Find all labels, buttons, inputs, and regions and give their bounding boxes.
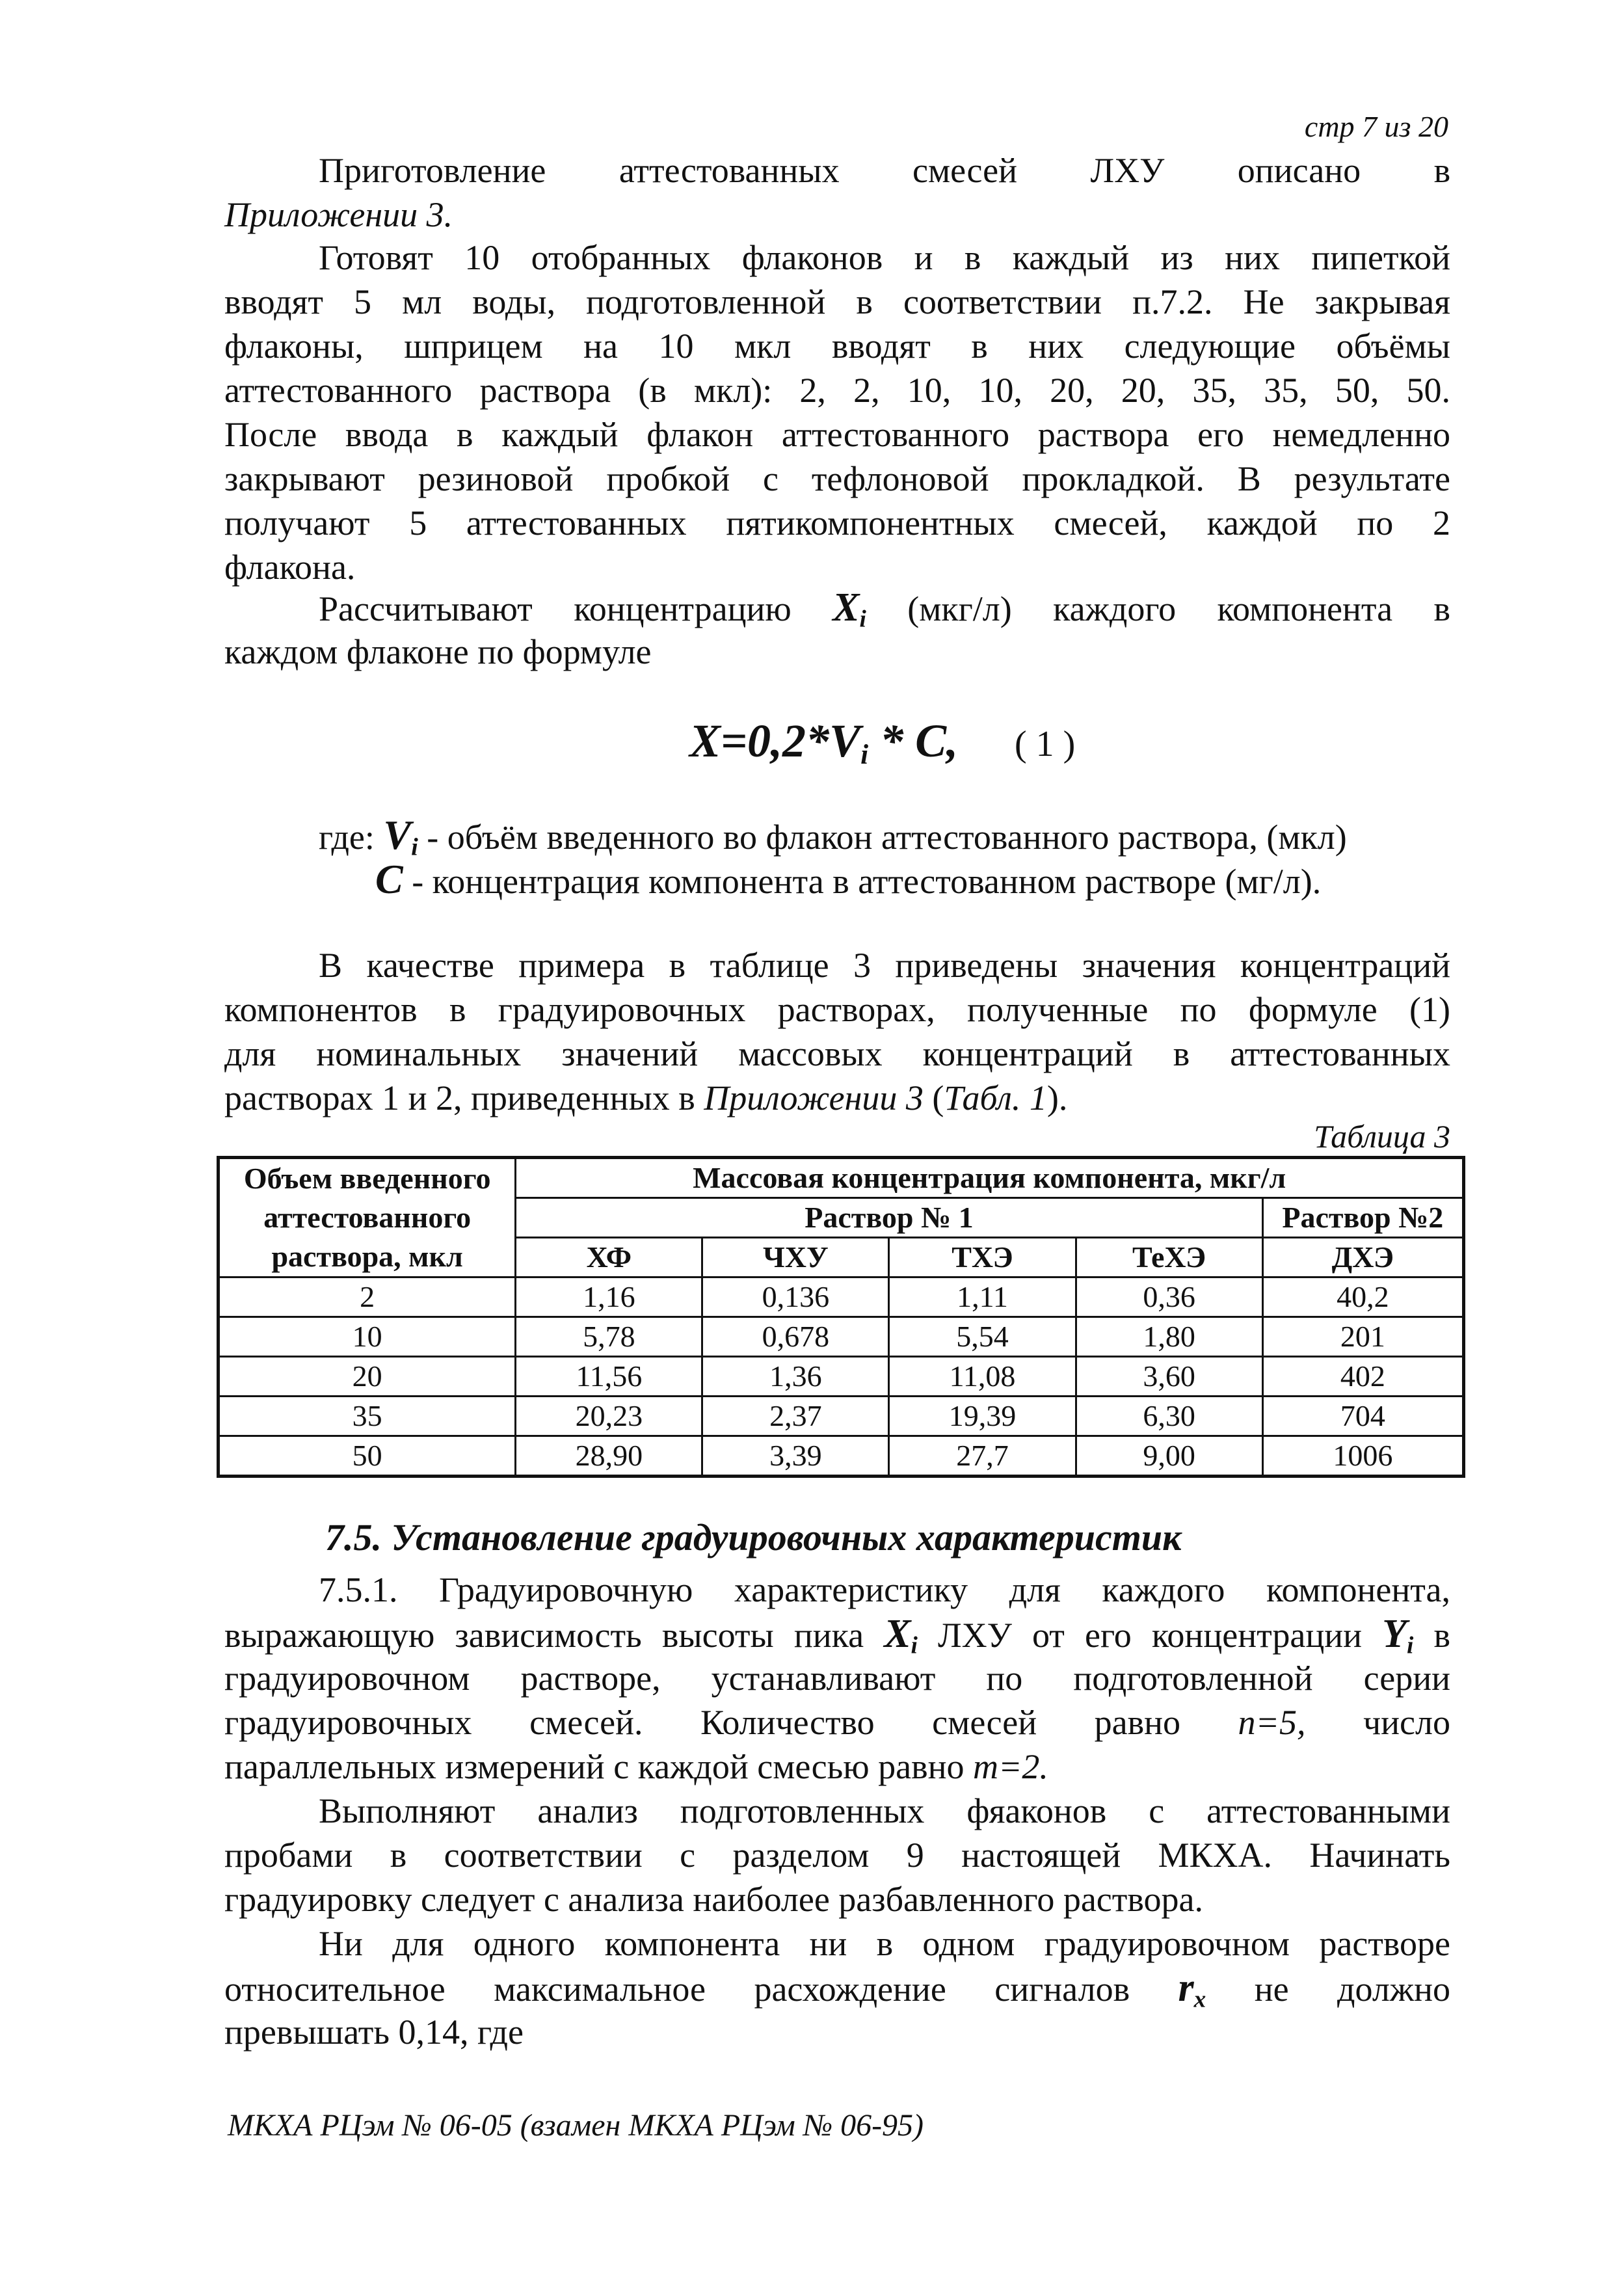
table-cell: 1,16 bbox=[516, 1277, 702, 1317]
table3-component-header: ТеХЭ bbox=[1076, 1238, 1262, 1277]
table3-caption: Таблица 3 bbox=[1314, 1118, 1450, 1155]
table-cell: 35 bbox=[219, 1397, 516, 1436]
table-cell: 5,78 bbox=[516, 1317, 702, 1357]
table3 bbox=[217, 1156, 1465, 1478]
table-cell: 0,136 bbox=[702, 1277, 889, 1317]
table-cell: 40,2 bbox=[1262, 1277, 1463, 1317]
table-row bbox=[219, 1436, 1464, 1477]
section-p1-line4: градуировочных смесей. Количество смесей равно n=5, число bbox=[224, 1703, 1450, 1742]
table-cell: 50 bbox=[219, 1436, 516, 1477]
section-p3-line1: Ни для одного компонента ни в одном градуировочном растворе bbox=[319, 1924, 1450, 1963]
para2-line6: закрывают резиновой пробкой с тефлоновой прокладкой. В результате bbox=[224, 459, 1450, 498]
section-p1-line5: параллельных измерений с каждой смесью равно m=2. bbox=[224, 1747, 1048, 1786]
table-cell: 10 bbox=[219, 1317, 516, 1357]
table3-solution1-header: Раствор № 1 bbox=[516, 1198, 1262, 1238]
table-cell: 2,37 bbox=[702, 1397, 889, 1436]
table-cell: 27,7 bbox=[889, 1436, 1076, 1477]
para2-line2: вводят 5 мл воды, подготовленной в соответствии п.7.2. Не закрывая bbox=[224, 282, 1450, 321]
section-p2-line2: пробами в соответствии с разделом 9 настоящей МКХА. Начинать bbox=[224, 1836, 1450, 1875]
para2-line3: флаконы, шприцем на 10 мкл вводят в них следующие объёмы bbox=[224, 327, 1450, 366]
para2-line5: После ввода в каждый флакон аттестованного раствора его немедленно bbox=[224, 415, 1450, 454]
table-cell: 0,36 bbox=[1076, 1277, 1262, 1317]
para2-line4: аттестованного раствора (в мкл): 2, 2, 10, 10, 20, 20, 35, 35, 50, 50. bbox=[224, 371, 1450, 410]
table-cell: 19,39 bbox=[889, 1397, 1076, 1436]
table3-component-header: ДХЭ bbox=[1262, 1238, 1463, 1277]
table-cell: 1,36 bbox=[702, 1357, 889, 1397]
table-cell: 201 bbox=[1262, 1317, 1463, 1357]
section-p2-line1: Выполняют анализ подготовленных фяаконов с аттестованными bbox=[319, 1791, 1450, 1830]
section-p2-line3: градуировку следует с анализа наиболее разбавленного раствора. bbox=[224, 1880, 1203, 1919]
table-row bbox=[219, 1277, 1464, 1317]
table-row bbox=[219, 1317, 1464, 1357]
table-cell: 1,80 bbox=[1076, 1317, 1262, 1357]
table-cell: 402 bbox=[1262, 1357, 1463, 1397]
table-row bbox=[219, 1397, 1464, 1436]
para3-line1: Рассчитывают концентрацию $X_i$ (мкг/л) каждого компонента в bbox=[319, 585, 1450, 633]
table-cell: 5,54 bbox=[889, 1317, 1076, 1357]
table-cell: 3,39 bbox=[702, 1436, 889, 1477]
para1-line2: Приложении 3. bbox=[224, 195, 453, 234]
table3-component-header: ТХЭ bbox=[889, 1238, 1076, 1277]
section-p1-line3: градуировочном растворе, устанавливают по подготовленной серии bbox=[224, 1659, 1450, 1698]
table-cell: 20,23 bbox=[516, 1397, 702, 1436]
formula-number: ( 1 ) bbox=[1015, 724, 1076, 764]
where-v-line: где: $V_i$ - объём введенного во флакон аттестованного раствора, (мкл) bbox=[319, 812, 1347, 861]
section-p3-line3: превышать 0,14, где bbox=[224, 2013, 524, 2052]
table-cell: 3,60 bbox=[1076, 1357, 1262, 1397]
para4-line2: компонентов в градуировочных растворах, полученные по формуле (1) bbox=[224, 990, 1450, 1029]
table-cell: 2 bbox=[219, 1277, 516, 1317]
para4-line4: растворах 1 и 2, приведенных в Приложении 3 (Табл. 1). bbox=[224, 1078, 1068, 1117]
table-cell: 11,08 bbox=[889, 1357, 1076, 1397]
section-p3-line2: относительное максимальное расхождение сигналов $r_x$ не должно bbox=[224, 1966, 1450, 2013]
section-p1-line1: 7.5.1. Градуировочную характеристику для каждого компонента, bbox=[319, 1570, 1450, 1609]
table3-col0-header: Объем введенного аттестованного раствора, мкл bbox=[219, 1158, 516, 1277]
table3-component-header: ХФ bbox=[516, 1238, 702, 1277]
table-cell: 704 bbox=[1262, 1397, 1463, 1436]
para3-line2: каждом флаконе по формуле bbox=[224, 632, 652, 671]
footer: МКХА РЦэм № 06-05 (взамен МКХА РЦэм № 06-95) bbox=[228, 2108, 924, 2143]
table-cell: 1006 bbox=[1262, 1436, 1463, 1477]
para2-line8: флакона. bbox=[224, 548, 356, 587]
table-cell: 0,678 bbox=[702, 1317, 889, 1357]
para4-line3: для номинальных значений массовых концентраций в аттестованных bbox=[224, 1034, 1450, 1073]
para2-line1: Готовят 10 отобранных флаконов и в каждый из них пипеткой bbox=[319, 238, 1450, 277]
table3-group-header: Массовая концентрация компонента, мкг/л bbox=[516, 1158, 1464, 1198]
table-cell: 9,00 bbox=[1076, 1436, 1262, 1477]
table-cell: 20 bbox=[219, 1357, 516, 1397]
formula-1: $X=0,2*V_i * C$, bbox=[689, 715, 959, 770]
para2-line7: получают 5 аттестованных пятикомпонентных смесей, каждой по 2 bbox=[224, 503, 1450, 542]
table3-solution2-header: Раствор №2 bbox=[1262, 1198, 1463, 1238]
table-cell: 6,30 bbox=[1076, 1397, 1262, 1436]
table3-component-header: ЧХУ bbox=[702, 1238, 889, 1277]
table-cell: 28,90 bbox=[516, 1436, 702, 1477]
table-cell: 1,11 bbox=[889, 1277, 1076, 1317]
para1-line1: Приготовление аттестованных смесей ЛХУ описано в bbox=[319, 151, 1451, 190]
page-number: стр 7 из 20 bbox=[1304, 110, 1448, 143]
table-cell: 11,56 bbox=[516, 1357, 702, 1397]
where-c-line: C - концентрация компонента в аттестованном растворе (мг/л). bbox=[375, 856, 1322, 902]
table-row bbox=[219, 1357, 1464, 1397]
para4-line1: В качестве примера в таблице 3 приведены значения концентраций bbox=[319, 946, 1450, 985]
section-heading: 7.5. Установление градуировочных характеристик bbox=[325, 1516, 1182, 1558]
section-p1-line2: выражающую зависимость высоты пика $X_i$ ЛХУ от его концентрации $Y_i$ в bbox=[224, 1612, 1451, 1659]
